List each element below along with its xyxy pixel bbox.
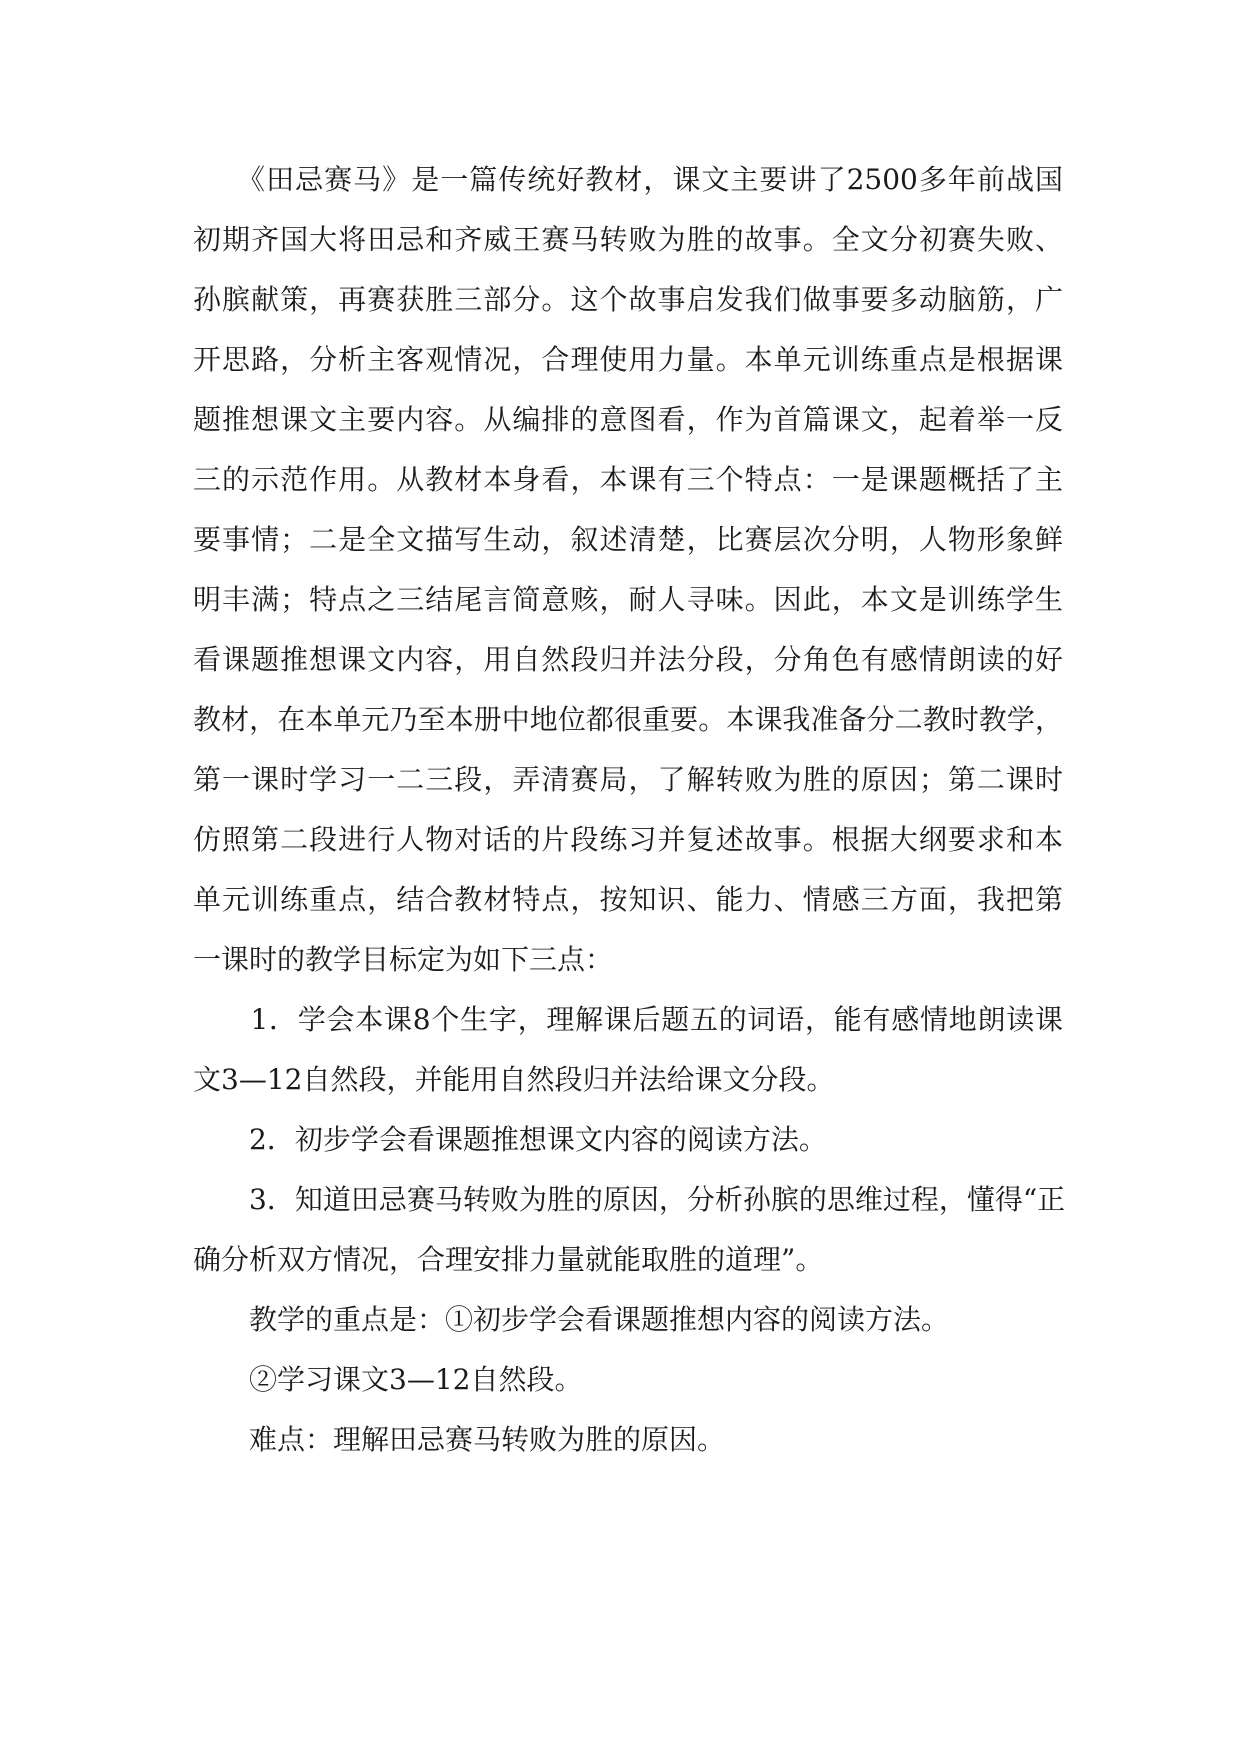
intro-line-7: 要事情；二是全文描写生动，叙述清楚，比赛层次分明，人物形象鲜	[193, 523, 1063, 556]
intro-line-13: 单元训练重点，结合教材特点，按知识、能力、情感三方面，我把第	[193, 883, 1063, 916]
teaching-goal-3	[193, 1170, 1066, 1290]
intro-line-1: 《田忌赛马》是一篇传统好教材，课文主要讲了2500多年前战国	[193, 163, 1063, 196]
intro-line-10: 教材，在本单元乃至本册中地位都很重要。本课我准备分二教时教学，	[193, 703, 1063, 736]
goal-2-line-1: 2．初步学会看课题推想课文内容的阅读方法。	[193, 1123, 827, 1156]
goal-1-line-2: 文3—12自然段，并能用自然段归并法给课文分段。	[193, 1063, 835, 1096]
goal-3-line-2: 确分析双方情况，合理安排力量就能取胜的道理”。	[193, 1243, 824, 1276]
intro-line-5: 题推想课文主要内容。从编排的意图看，作为首篇课文，起着举一反	[193, 403, 1063, 436]
goal-3-line-1: 3．知道田忌赛马转败为胜的原因，分析孙膑的思维过程，懂得“正	[193, 1183, 1066, 1216]
difficulty-text: 难点：理解田忌赛马转败为胜的原因。	[193, 1423, 726, 1456]
goal-1-line-1: 1．学会本课8个生字，理解课后题五的词语，能有感情地朗读课	[193, 1003, 1063, 1036]
intro-line-14: 一课时的教学目标定为如下三点：	[193, 943, 614, 976]
difficulty-section	[193, 1410, 1063, 1470]
document-body	[193, 150, 1066, 1470]
key-point-1: 教学的重点是：①初步学会看课题推想内容的阅读方法。	[193, 1303, 950, 1336]
teaching-goal-2	[193, 1110, 1063, 1170]
intro-line-12: 仿照第二段进行人物对话的片段练习并复述故事。根据大纲要求和本	[193, 823, 1063, 856]
intro-line-8: 明丰满；特点之三结尾言简意赅，耐人寻味。因此，本文是训练学生	[193, 583, 1063, 616]
intro-line-4: 开思路，分析主客观情况，合理使用力量。本单元训练重点是根据课	[193, 343, 1063, 376]
teaching-goal-1	[193, 990, 1063, 1110]
intro-paragraph	[193, 150, 1063, 990]
intro-line-11: 第一课时学习一二三段，弄清赛局，了解转败为胜的原因；第二课时	[193, 763, 1063, 796]
intro-line-6: 三的示范作用。从教材本身看，本课有三个特点：一是课题概括了主	[193, 463, 1063, 496]
key-point-2: ②学习课文3—12自然段。	[193, 1363, 583, 1396]
intro-line-9: 看课题推想课文内容，用自然段归并法分段，分角色有感情朗读的好	[193, 643, 1063, 676]
key-points-section	[193, 1290, 1063, 1410]
intro-line-2: 初期齐国大将田忌和齐威王赛马转败为胜的故事。全文分初赛失败、	[193, 223, 1063, 256]
intro-line-3: 孙膑献策，再赛获胜三部分。这个故事启发我们做事要多动脑筋，广	[193, 283, 1063, 316]
